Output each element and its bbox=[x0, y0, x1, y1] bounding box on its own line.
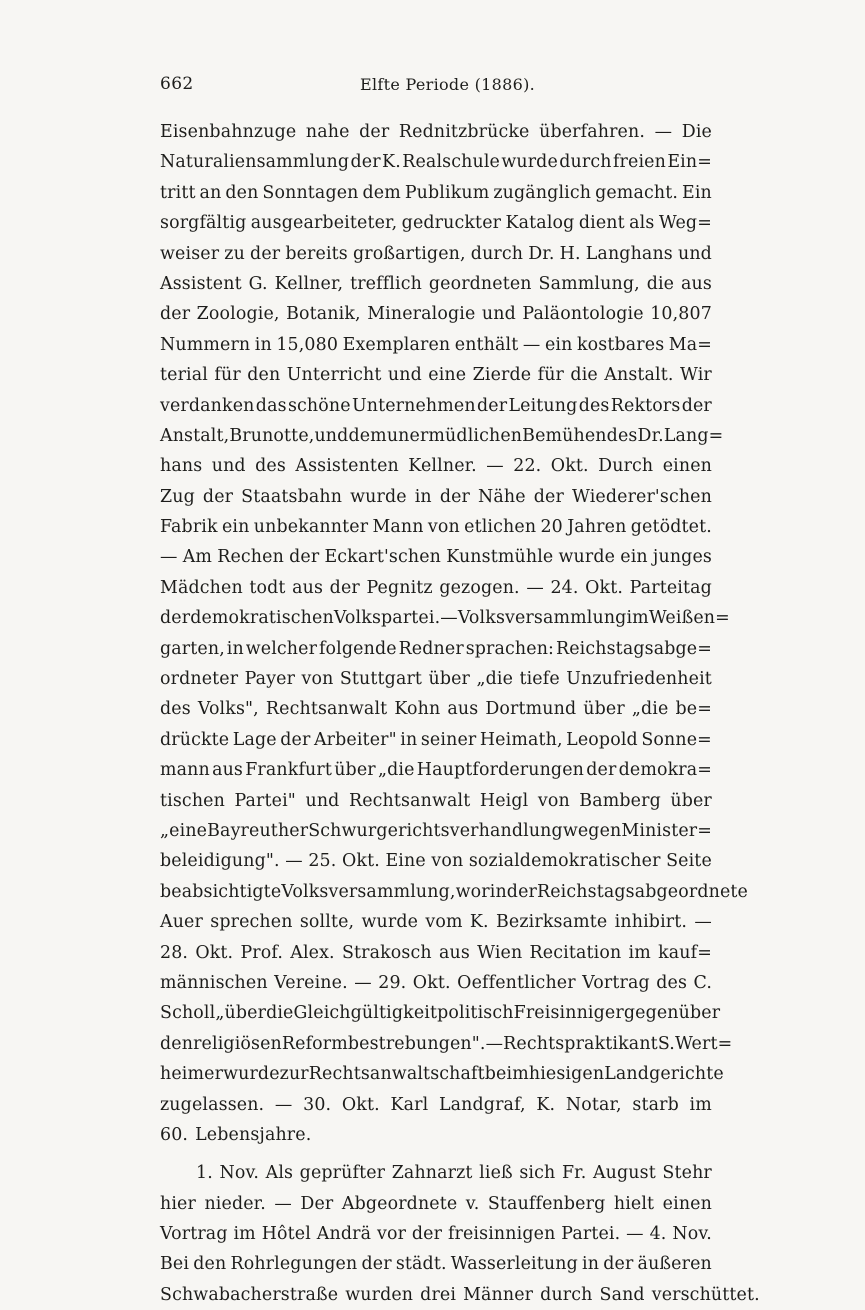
text-line: Zug der Staatsbahn wurde in der Nähe der Wiederer'schen bbox=[160, 486, 712, 507]
page-number: 662 bbox=[160, 74, 194, 94]
page-header bbox=[160, 72, 708, 102]
text-line: hier nieder. — Der Abgeordnete v. Stauffenberg hielt einen bbox=[160, 1193, 712, 1214]
text-line: garten, in welcher folgende Redner sprachen: Reichstagsabge= bbox=[160, 638, 712, 659]
text-line: Vortrag im Hôtel Andrä vor der freisinnigen Partei. — 4. Nov. bbox=[160, 1224, 712, 1245]
text-line: Auer sprechen sollte, wurde vom K. Bezirksamte inhibirt. — bbox=[160, 912, 712, 933]
text-line: 60. Lebensjahre. bbox=[160, 1124, 312, 1145]
running-head: Elfte Periode (1886). bbox=[360, 75, 536, 94]
text-line: — Am Rechen der Eckart'schen Kunstmühle wurde ein junges bbox=[160, 547, 712, 568]
text-line: den religiösen Reformbestrebungen". — Rechtspraktikant S. Wert= bbox=[160, 1033, 733, 1054]
text-line: ordneter Payer von Stuttgart über „die tiefe Unzufriedenheit bbox=[160, 669, 712, 690]
text-line: heimer wurde zur Rechtsanwaltschaft beim hiesigen Landgerichte bbox=[160, 1064, 724, 1085]
text-line: „eine Bayreuther Schwurgerichtsverhandlung wegen Minister= bbox=[160, 820, 712, 841]
text-line: zugelassen. — 30. Okt. Karl Landgraf, K. Notar, starb im bbox=[160, 1094, 712, 1115]
paragraph bbox=[160, 1158, 760, 1310]
text-line: des Volks", Rechtsanwalt Kohn aus Dortmund über „die be= bbox=[160, 699, 712, 720]
text-line: Fabrik ein unbekannter Mann von etlichen 20 Jahren getödtet. bbox=[160, 517, 712, 538]
text-line: beabsichtigte Volksversammlung, worin der Reichstagsabgeordnete bbox=[160, 881, 748, 902]
text-line: tritt an den Sonntagen dem Publikum zugänglich gemacht. Ein bbox=[160, 182, 712, 203]
text-line: männischen Vereine. — 29. Okt. Oeffentlicher Vortrag des C. bbox=[160, 972, 712, 993]
text-line: hans und des Assistenten Kellner. — 22. Okt. Durch einen bbox=[160, 456, 712, 477]
text-line: Assistent G. Kellner, trefflich geordneten Sammlung, die aus bbox=[160, 273, 712, 294]
text-line: Scholl „über die Gleichgültigkeit politisch Freisinniger gegenüber bbox=[160, 1003, 721, 1024]
text-line: Schwabacherstraße wurden drei Männer durch Sand verschüttet. bbox=[160, 1284, 760, 1305]
text-line: Anstalt, Brunotte, und dem unermüdlichen Bemühen des Dr. Lang= bbox=[160, 425, 724, 446]
text-line: weiser zu der bereits großartigen, durch Dr. H. Langhans und bbox=[160, 243, 712, 264]
text-line: mann aus Frankfurt über „die Hauptforderungen der demokra= bbox=[160, 760, 712, 781]
paragraph-gap bbox=[160, 1150, 712, 1158]
text-line: der Zoologie, Botanik, Mineralogie und Paläontologie 10,807 bbox=[160, 304, 712, 325]
text-line: drückte Lage der Arbeiter" in seiner Heimath, Leopold Sonne= bbox=[160, 729, 712, 750]
text-line: Mädchen todt aus der Pegnitz gezogen. — 24. Okt. Parteitag bbox=[160, 577, 712, 598]
text-line: terial für den Unterricht und eine Zierde für die Anstalt. Wir bbox=[160, 365, 712, 386]
body-text bbox=[160, 117, 760, 1310]
text-line: Nummern in 15,080 Exemplaren enthält — ein kostbares Ma= bbox=[160, 334, 712, 355]
text-line: der demokratischen Volkspartei. — Volksversammlung im Weißen= bbox=[160, 608, 730, 629]
text-line: verdanken das schöne Unternehmen der Leitung des Rektors der bbox=[160, 395, 712, 416]
text-line: beleidigung". — 25. Okt. Eine von sozialdemokratischer Seite bbox=[160, 851, 712, 872]
text-line: Naturaliensammlung der K. Realschule wurde durch freien Ein= bbox=[160, 152, 712, 173]
text-line: Eisenbahnzuge nahe der Rednitzbrücke überfahren. — Die bbox=[160, 122, 712, 142]
text-line: sorgfältig ausgearbeiteter, gedruckter Katalog dient als Weg= bbox=[160, 213, 712, 234]
text-line: 28. Okt. Prof. Alex. Strakosch aus Wien Recitation im kauf= bbox=[160, 942, 712, 963]
text-line: Bei den Rohrlegungen der städt. Wasserleitung in der äußeren bbox=[160, 1254, 712, 1275]
text-line: tischen Partei" und Rechtsanwalt Heigl von Bamberg über bbox=[160, 790, 712, 811]
text-line: 1. Nov. Als geprüfter Zahnarzt ließ sich Fr. August Stehr bbox=[196, 1163, 712, 1184]
paragraph bbox=[160, 117, 748, 1150]
